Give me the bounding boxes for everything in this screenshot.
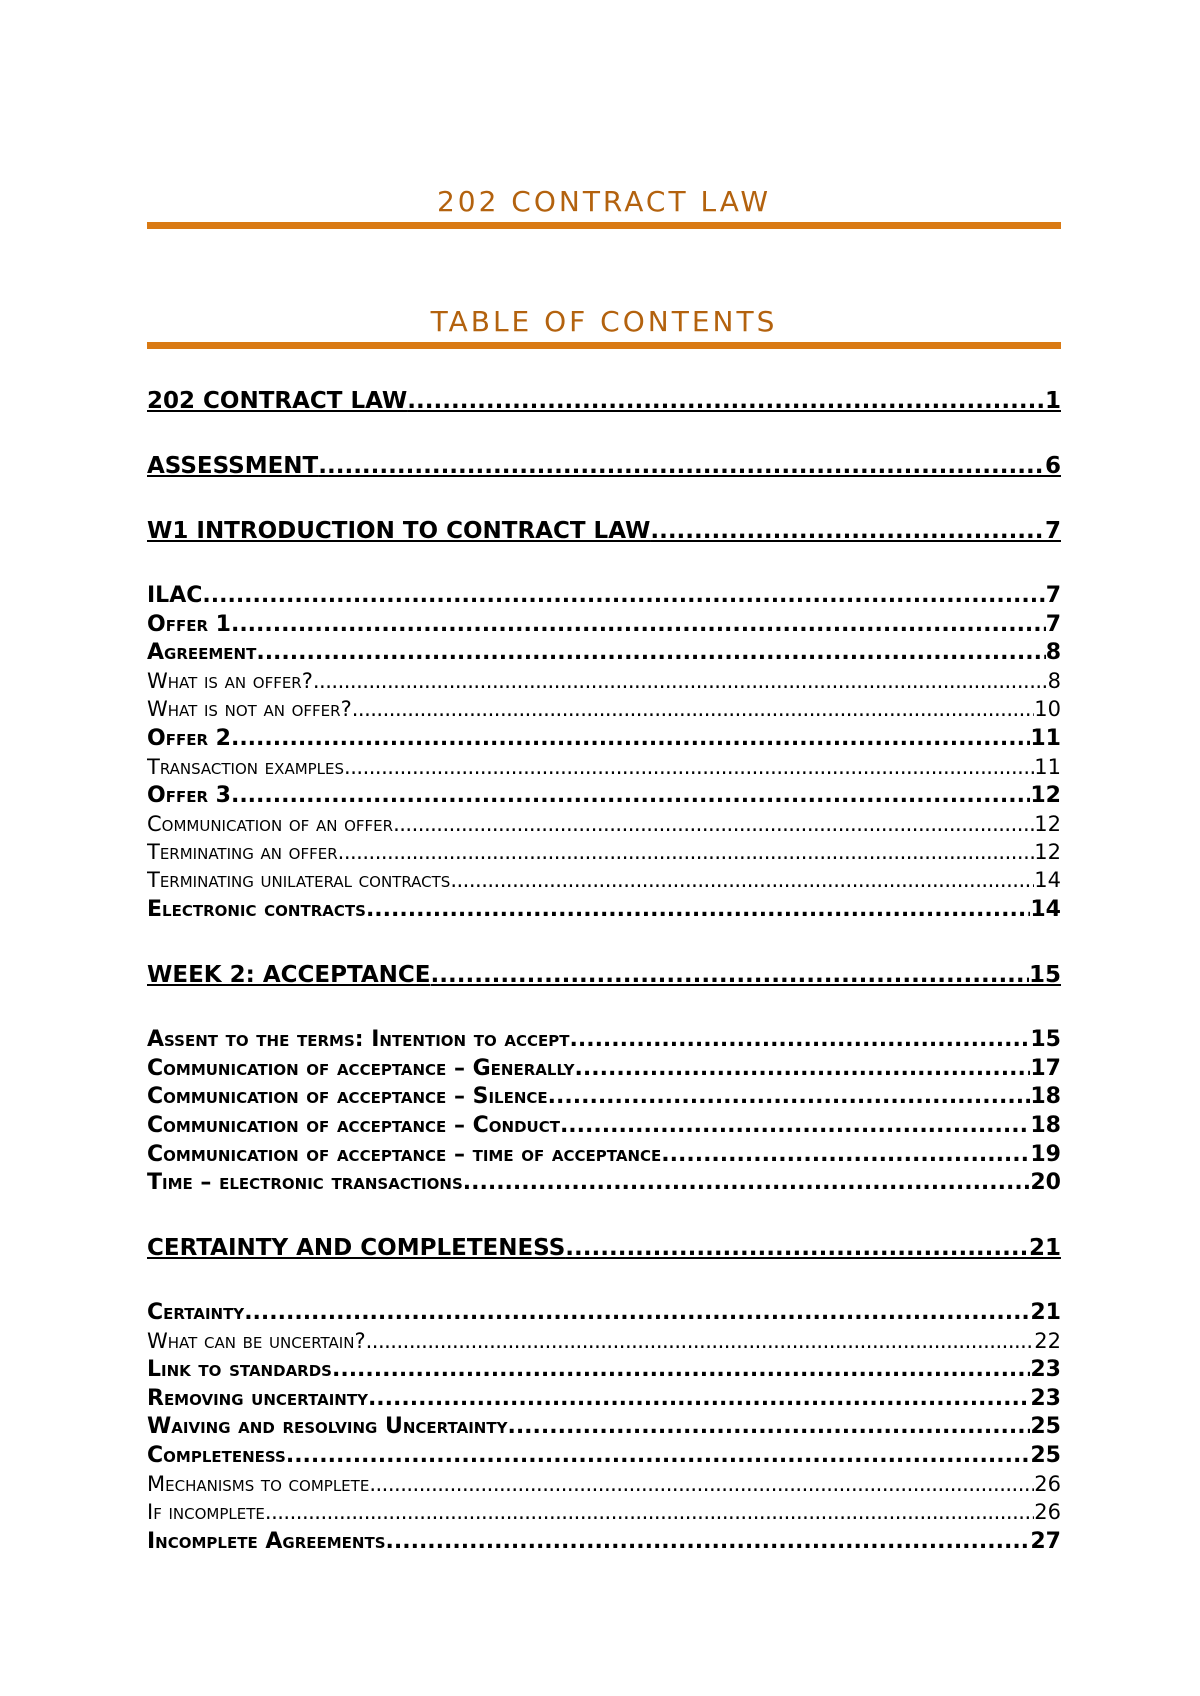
toc-dot-leader bbox=[344, 755, 1034, 779]
toc-entry-page-number: 21 bbox=[1028, 1235, 1061, 1261]
toc-entry-label: Mechanisms to complete bbox=[147, 1472, 370, 1496]
toc-entry-label: Time – electronic transactions bbox=[147, 1170, 463, 1195]
toc-entry-page-number: 14 bbox=[1030, 897, 1061, 922]
toc-entry-label: ILAC bbox=[147, 583, 203, 608]
toc-entry-label: Offer 2 bbox=[147, 726, 231, 751]
toc-entry[interactable] bbox=[147, 1142, 1061, 1167]
toc-entry-page-number: 8 bbox=[1045, 640, 1061, 665]
toc-entry-page-number: 22 bbox=[1034, 1329, 1061, 1353]
toc-entry[interactable] bbox=[147, 1443, 1061, 1468]
toc-dot-leader bbox=[231, 726, 1030, 751]
toc-dot-leader bbox=[231, 612, 1046, 637]
toc-entry[interactable] bbox=[147, 388, 1061, 414]
toc-dot-leader bbox=[369, 1472, 1034, 1496]
toc-entry-page-number: 11 bbox=[1030, 726, 1061, 751]
toc-entry-label: Incomplete Agreements bbox=[147, 1529, 386, 1554]
toc-entry-page-number: 6 bbox=[1044, 453, 1061, 479]
toc-entry-label: Communication of acceptance – time of acceptance bbox=[147, 1142, 662, 1167]
toc-entry-label: Agreement bbox=[147, 640, 257, 665]
toc-entry-page-number: 7 bbox=[1045, 583, 1061, 608]
toc-entry-label: Assent to the terms: Intention to accept bbox=[147, 1027, 570, 1052]
toc-entry-page-number: 12 bbox=[1034, 812, 1061, 836]
toc-entry[interactable] bbox=[147, 726, 1061, 751]
toc-dot-leader bbox=[450, 868, 1034, 892]
toc-entry[interactable] bbox=[147, 1027, 1061, 1052]
toc-entry-page-number: 18 bbox=[1030, 1084, 1061, 1109]
toc-entry-label: Offer 3 bbox=[147, 783, 231, 808]
toc-dot-leader bbox=[366, 897, 1030, 922]
toc-dot-leader bbox=[407, 388, 1045, 414]
toc-entry-page-number: 14 bbox=[1034, 868, 1061, 892]
toc-dot-leader bbox=[386, 1529, 1031, 1554]
toc-entry-page-number: 27 bbox=[1030, 1529, 1061, 1554]
toc-entry[interactable] bbox=[147, 1357, 1061, 1382]
toc-entry-page-number: 23 bbox=[1030, 1357, 1061, 1382]
toc-dot-leader bbox=[313, 669, 1048, 693]
toc-entry-page-number: 7 bbox=[1044, 518, 1061, 544]
toc-entry[interactable] bbox=[147, 669, 1061, 693]
toc-entry-label: Offer 1 bbox=[147, 612, 231, 637]
document-title: 202 CONTRACT LAW bbox=[436, 185, 772, 218]
toc-entry[interactable] bbox=[147, 755, 1061, 779]
toc-entry[interactable] bbox=[147, 1414, 1061, 1439]
toc-entry-label: ASSESSMENT bbox=[147, 453, 319, 479]
toc-entry-page-number: 7 bbox=[1045, 612, 1061, 637]
toc-dot-leader bbox=[256, 640, 1045, 665]
toc-dot-leader bbox=[548, 1084, 1031, 1109]
toc-dot-leader bbox=[318, 453, 1045, 479]
toc-dot-leader bbox=[507, 1414, 1030, 1439]
toc-dot-leader bbox=[565, 1235, 1029, 1261]
toc-entry-page-number: 15 bbox=[1028, 962, 1061, 988]
toc-entry-page-number: 12 bbox=[1034, 840, 1061, 864]
toc-entry-label: CERTAINTY AND COMPLETENESS bbox=[147, 1235, 566, 1261]
toc-entry-label: Communication of an offer bbox=[147, 812, 394, 836]
toc-entry-label: Removing uncertainty bbox=[147, 1386, 368, 1411]
toc-entry[interactable] bbox=[147, 868, 1061, 892]
toc-entry-label: Link to standards bbox=[147, 1357, 332, 1382]
toc-dot-leader bbox=[244, 1300, 1030, 1325]
toc-entry[interactable] bbox=[147, 783, 1061, 808]
toc-entry[interactable] bbox=[147, 583, 1061, 608]
toc-entry-page-number: 18 bbox=[1030, 1113, 1061, 1138]
toc-entry-label: What is an offer? bbox=[147, 669, 313, 693]
toc-entry[interactable] bbox=[147, 1170, 1061, 1195]
toc-dot-leader bbox=[338, 840, 1035, 864]
toc-dot-leader bbox=[352, 697, 1035, 721]
toc-dot-leader bbox=[463, 1170, 1031, 1195]
toc-entry[interactable] bbox=[147, 1472, 1061, 1496]
toc-entry-label: Completeness bbox=[147, 1443, 286, 1468]
toc-dot-leader bbox=[560, 1113, 1030, 1138]
toc-entry[interactable] bbox=[147, 1386, 1061, 1411]
toc-entry-page-number: 15 bbox=[1030, 1027, 1061, 1052]
toc-entry-label: What can be uncertain? bbox=[147, 1329, 366, 1353]
toc-entry[interactable] bbox=[147, 962, 1061, 988]
toc-dot-leader bbox=[661, 1142, 1030, 1167]
toc-entry-page-number: 10 bbox=[1034, 697, 1061, 721]
toc-entry-page-number: 1 bbox=[1044, 388, 1061, 414]
toc-entry-page-number: 20 bbox=[1030, 1170, 1061, 1195]
toc-dot-leader bbox=[265, 1500, 1034, 1524]
toc-entry[interactable] bbox=[147, 1084, 1061, 1109]
toc-entry-label: 202 CONTRACT LAW bbox=[147, 388, 408, 414]
toc-dot-leader bbox=[431, 962, 1029, 988]
toc-entry-label: Communication of acceptance – Silence bbox=[147, 1084, 548, 1109]
toc-entry-label: What is not an offer? bbox=[147, 697, 352, 721]
toc-entry[interactable] bbox=[147, 640, 1061, 665]
toc-heading-rule bbox=[147, 342, 1061, 349]
toc-heading: TABLE OF CONTENTS bbox=[430, 305, 778, 338]
toc-entry-page-number: 25 bbox=[1030, 1443, 1061, 1468]
toc-entry-page-number: 25 bbox=[1030, 1414, 1061, 1439]
toc-entry-label: WEEK 2: ACCEPTANCE bbox=[147, 962, 431, 988]
toc-entry[interactable] bbox=[147, 453, 1061, 479]
toc-entry-page-number: 19 bbox=[1030, 1142, 1061, 1167]
toc-entry-page-number: 8 bbox=[1047, 669, 1061, 693]
toc-entry-page-number: 23 bbox=[1030, 1386, 1061, 1411]
toc-dot-leader bbox=[332, 1357, 1030, 1382]
toc-entry[interactable] bbox=[147, 897, 1061, 922]
toc-entry[interactable] bbox=[147, 697, 1061, 721]
toc-entry-page-number: 21 bbox=[1030, 1300, 1061, 1325]
toc-entry[interactable] bbox=[147, 1500, 1061, 1524]
toc-dot-leader bbox=[393, 812, 1034, 836]
toc-entry[interactable] bbox=[147, 812, 1061, 836]
toc-dot-leader bbox=[231, 783, 1030, 808]
toc-entry-page-number: 26 bbox=[1034, 1500, 1061, 1524]
toc-entry[interactable] bbox=[147, 1529, 1061, 1554]
toc-entry-label: Communication of acceptance – Generally bbox=[147, 1056, 575, 1081]
toc-entry-label: If incomplete bbox=[147, 1500, 265, 1524]
toc-entry-label: W1 INTRODUCTION TO CONTRACT LAW bbox=[147, 518, 651, 544]
toc-dot-leader bbox=[286, 1443, 1031, 1468]
toc-dot-leader bbox=[368, 1386, 1030, 1411]
toc-dot-leader bbox=[650, 518, 1045, 544]
toc-entry-label: Certainty bbox=[147, 1300, 245, 1325]
toc-entry[interactable] bbox=[147, 612, 1061, 637]
toc-entry-label: Electronic contracts bbox=[147, 897, 366, 922]
toc-entry-label: Terminating an offer bbox=[147, 840, 338, 864]
toc-dot-leader bbox=[570, 1027, 1031, 1052]
toc-entry-page-number: 12 bbox=[1030, 783, 1061, 808]
toc-entry[interactable] bbox=[147, 518, 1061, 544]
toc-entry-label: Waiving and resolving Uncertainty bbox=[147, 1414, 508, 1439]
toc-entry-page-number: 26 bbox=[1034, 1472, 1061, 1496]
toc-entry[interactable] bbox=[147, 1056, 1061, 1081]
toc-entry[interactable] bbox=[147, 840, 1061, 864]
toc-entry-page-number: 17 bbox=[1030, 1056, 1061, 1081]
toc-entry-label: Terminating unilateral contracts bbox=[147, 868, 451, 892]
toc-dot-leader bbox=[575, 1056, 1031, 1081]
toc-entry[interactable] bbox=[147, 1113, 1061, 1138]
toc-entry-label: Communication of acceptance – Conduct bbox=[147, 1113, 560, 1138]
toc-entry[interactable] bbox=[147, 1235, 1061, 1261]
toc-entry[interactable] bbox=[147, 1300, 1061, 1325]
title-rule bbox=[147, 222, 1061, 229]
toc-dot-leader bbox=[202, 583, 1045, 608]
toc-entry-label: Transaction examples bbox=[147, 755, 345, 779]
toc-entry[interactable] bbox=[147, 1329, 1061, 1353]
toc-entry-page-number: 11 bbox=[1034, 755, 1061, 779]
toc-dot-leader bbox=[366, 1329, 1035, 1353]
